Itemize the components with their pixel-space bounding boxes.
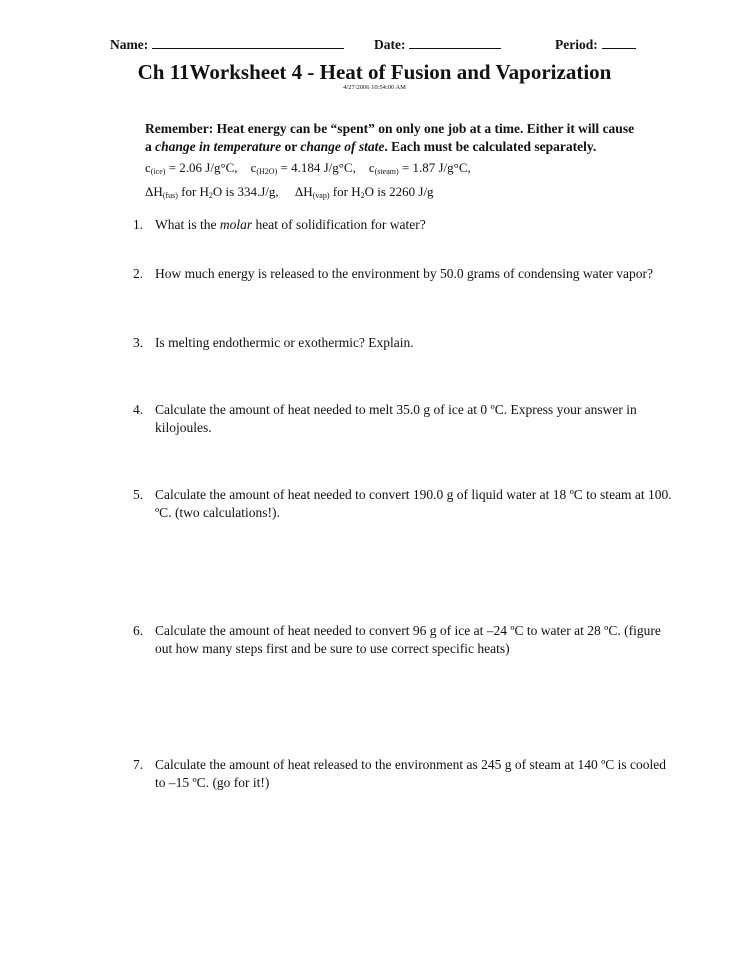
period-blank[interactable] — [602, 36, 636, 49]
question-4: 4. Calculate the amount of heat needed to melt 35.0 g of ice at 0 ºC. Express your answer in kilojoules. — [133, 402, 637, 435]
specific-heat-constants: $c_{(ice)} = 2.06$ J/g°C, $c_{(H2O)} = 4.184$ J/g°C, $c_{(steam)} = 1.87$ J/g°C, — [145, 160, 471, 176]
period-label: Period: — [555, 37, 598, 52]
question-1: 1. What is the molar heat of solidification for water? — [133, 217, 426, 232]
date-blank[interactable] — [409, 36, 501, 49]
question-7: 7. Calculate the amount of heat released to the environment as 245 g of steam at 140 ºC is cooled to –15 ºC. (go for it!) — [133, 757, 667, 790]
name-label: Name: — [110, 37, 149, 52]
remember-line-2: a change in temperature or change of state. Each must be calculated separately. — [145, 139, 597, 154]
name-field[interactable] — [110, 36, 344, 53]
period-field[interactable] — [555, 36, 636, 53]
date-field[interactable] — [374, 36, 501, 53]
date-label: Date: — [374, 37, 406, 52]
question-6: 6. Calculate the amount of heat needed to convert 96 g of ice at –24 ºC to water at 28 ºC. (figure out how many steps first and be sure to use correct specific heats) — [133, 623, 661, 656]
question-3: 3. Is melting endothermic or exothermic? Explain. — [133, 335, 414, 350]
question-2: 2. How much energy is released to the environment by 50.0 grams of condensing water vapor? — [133, 266, 653, 281]
timestamp: 4/27/2006 10:54:00 AM — [343, 84, 406, 91]
remember-note — [145, 120, 634, 156]
remember-line-1: Remember: Heat energy can be “spent” on only one job at a time. Either it will cause — [145, 121, 635, 136]
enthalpy-constants: $\Delta H_{(fus)}$ for $H_2O$ is 334.J/g, $\Delta H_{(vap)}$ for $H_2O$ is 2260 J/g — [145, 184, 434, 200]
page-title: Ch 11Worksheet 4 - Heat of Fusion and Vaporization — [137, 60, 612, 84]
name-blank[interactable] — [152, 36, 344, 49]
question-5: 5. Calculate the amount of heat needed to convert 190.0 g of liquid water at 18 ºC to steam at 100. ºC. (two calculations!). — [133, 487, 672, 520]
